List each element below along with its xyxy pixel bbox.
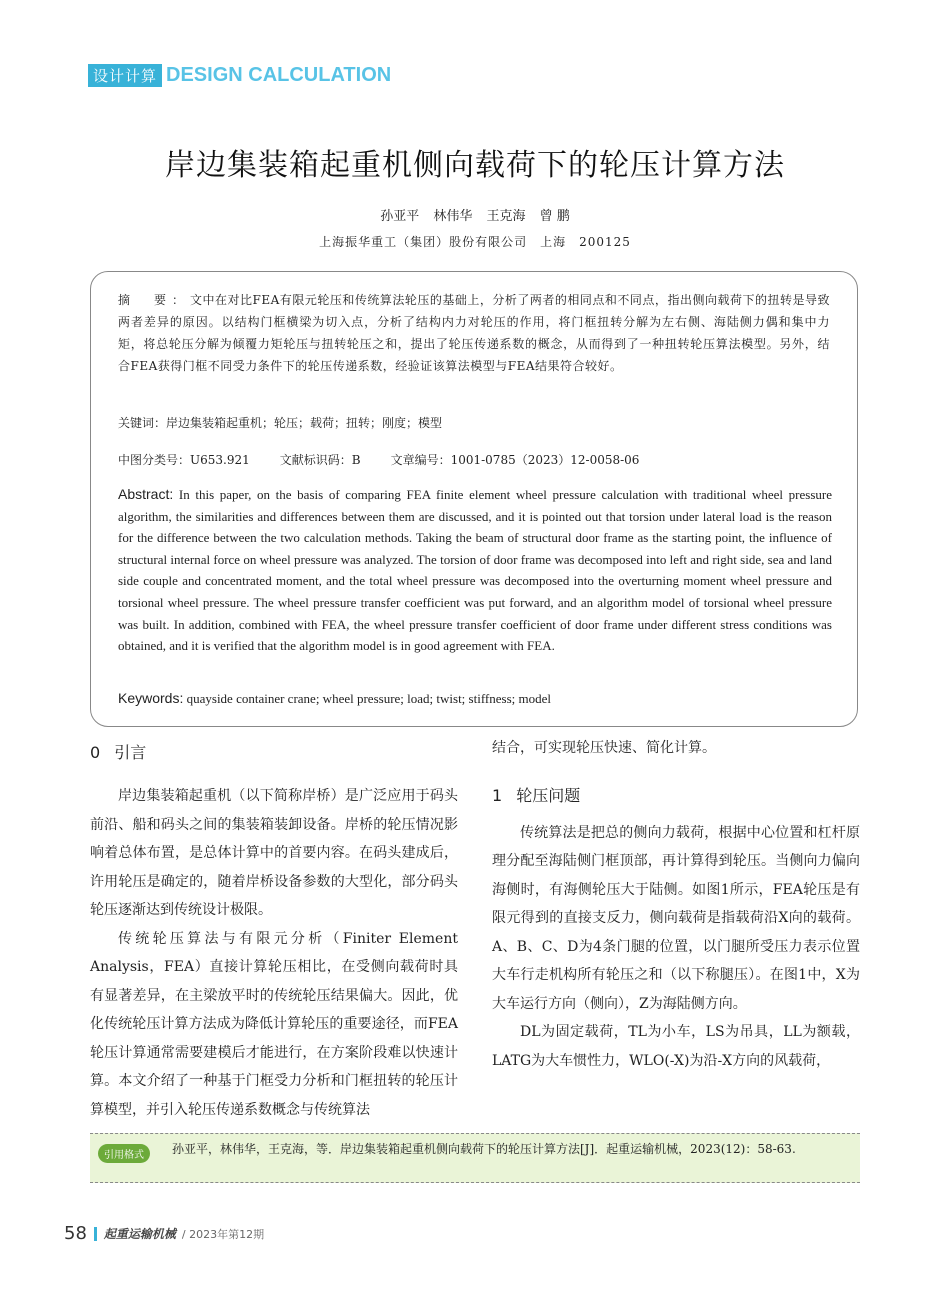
section-number: 1 xyxy=(492,785,503,805)
left-column xyxy=(90,738,458,1124)
abstract-en-text: In this paper, on the basis of comparing FEA finite element wheel pressure calculation with traditional wheel pressure algorithm, the similarities and differences between them are discussed, and it is pointed out that torsion under lateral load is the reason for the difference between the two calculation methods. Taking the beam of structural door frame as the starting point, the influence of structural internal force on wheel pressure was analyzed. The torsion of door frame was decomposed into left and right side, sea and land side couple and concentrated moment, and the total wheel pressure was decomposed into the overturning moment wheel pressure and torsional wheel pressure. The wheel pressure transfer coefficient was put forward, and an algorithm model of torsional wheel pressure was built. In addition, combined with FEA, the wheel pressure transfer coefficient of door frame under different stress conditions was obtained, and it is verified that the algorithm model is in good agreement with FEA. xyxy=(118,487,832,654)
abstract-zh-label: 摘 要： xyxy=(118,293,191,307)
clc-number: 中图分类号：U653.921 xyxy=(118,453,250,467)
section-tag-en: DESIGN CALCULATION xyxy=(166,63,392,86)
section-title: 引言 xyxy=(114,743,147,762)
issue-info: / 2023年第12期 xyxy=(181,1227,265,1241)
keywords-zh-text: 岸边集装箱起重机；轮压；载荷；扭转；刚度；模型 xyxy=(166,416,443,430)
page-number: 58 xyxy=(64,1223,87,1244)
section-heading xyxy=(90,738,458,782)
page-footer xyxy=(64,1223,264,1244)
author: 曾 鹏 xyxy=(539,209,570,224)
paper-title: 岸边集装箱起重机侧向载荷下的轮压计算方法 xyxy=(165,148,785,183)
author: 孙亚平 xyxy=(380,209,420,224)
author: 林伟华 xyxy=(433,209,473,224)
section-tag xyxy=(88,64,391,86)
paragraph: 传统轮压算法与有限元分析（Finiter Element Analysis，FEA）直接计算轮压相比，在受侧向载荷时具有显著差异，在主梁放平时的传统轮压结果偏大。因此，优化传统轮压计算方法成为降低计算轮压的重要途径，而FEA轮压计算通常需要建模后才能进行，在方案阶段难以快速计算。本文介绍了一种基于门框受力分析和门框扭转的轮压计算模型，并引入轮压传递系数概念与传统算法 xyxy=(90,930,458,1118)
section-number: 0 xyxy=(90,743,101,762)
keywords-en-label: Keywords: xyxy=(118,690,184,706)
classification-row xyxy=(118,451,639,468)
abstract-en xyxy=(118,484,832,657)
keywords-en xyxy=(118,690,551,707)
citation-box xyxy=(90,1133,860,1183)
paragraph-continuation: 结合，可实现轮压快速、简化计算。 xyxy=(492,740,716,756)
paragraph: DL为固定载荷，TL为小车，LS为吊具，LL为额载，LATG为大车惯性力，WLO(-X)为沿-X方向的风载荷， xyxy=(492,1024,860,1069)
article-number: 文章编号：1001-0785（2023）12-0058-06 xyxy=(390,453,640,467)
affiliation: 上海振华重工（集团）股份有限公司 上海 200125 xyxy=(319,235,631,249)
keywords-zh xyxy=(118,414,442,431)
footer-divider xyxy=(94,1227,97,1241)
paragraph: 传统算法是把总的侧向力载荷，根据中心位置和杠杆原理分配至海陆侧门框顶部，再计算得到轮压。当侧向力偏向海侧时，有海侧轮压大于陆侧。如图1所示，FEA轮压是有限元得到的直接支反力，侧向载荷是指载荷沿X向的载荷。A、B、C、D为4条门腿的位置，以门腿所受压力表示位置大车行走机构所有轮压之和（以下称腿压）。在图1中，X为大车运行方向（侧向），Z为海陆侧方向。 xyxy=(492,824,860,1012)
author-list xyxy=(0,205,950,224)
citation-text: 孙亚平，林伟华，王克海，等．岸边集装箱起重机侧向载荷下的轮压计算方法[J]．起重运输机械，2023(12)：58-63. xyxy=(172,1142,796,1156)
abstract-en-label: Abstract: xyxy=(118,486,174,502)
section-tag-cn: 设计计算 xyxy=(88,64,162,87)
section-title: 轮压问题 xyxy=(516,785,581,805)
keywords-zh-label: 关键词： xyxy=(118,416,167,430)
journal-logo: 起重运输机械 xyxy=(103,1227,176,1241)
paragraph: 岸边集装箱起重机（以下简称岸桥）是广泛应用于码头前沿、船和码头之间的集装箱装卸设备。岸桥的轮压情况影响着总体布置，是总体计算中的首要内容。在码头建成后，许用轮压是确定的，随着岸桥设备参数的大型化，部分码头轮压逐渐达到传统设计极限。 xyxy=(90,788,458,918)
citation-badge: 引用格式 xyxy=(98,1144,150,1163)
author: 王克海 xyxy=(486,209,526,224)
right-column xyxy=(492,734,860,1075)
abstract-zh-text: 文中在对比FEA有限元轮压和传统算法轮压的基础上，分析了两者的相同点和不同点，指出侧向载荷下的扭转是导致两者差异的原因。以结构门框横梁为切入点，分析了结构内力对轮压的作用，将门框扭转分解为左右侧、海陆侧力偶和集中力矩，将总轮压分解为倾覆力矩轮压与扭转轮压之和，提出了轮压传递系数的概念，从而得到了一种扭转轮压算法模型。另外，结合FEA获得门框不同受力条件下的轮压传递系数，经验证该算法模型与FEA结果符合较好。 xyxy=(118,293,830,373)
abstract-zh xyxy=(118,289,830,377)
keywords-en-text: quayside container crane; wheel pressure; load; twist; stiffness; model xyxy=(186,691,551,706)
section-heading xyxy=(492,779,860,813)
doc-code: 文献标识码：B xyxy=(279,453,361,467)
